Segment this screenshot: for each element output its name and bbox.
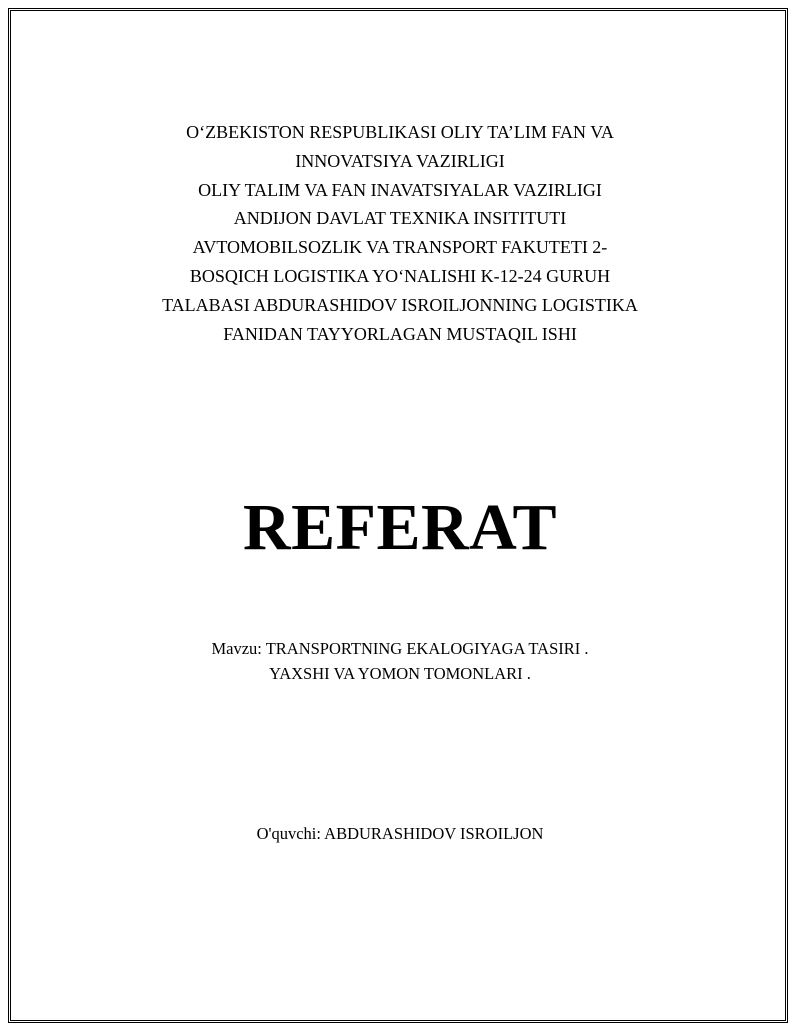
student-label: O'quvchi:: [256, 824, 321, 843]
header-line: OLIY TALIM VA FAN INAVATSIYALAR VAZIRLIGI: [198, 179, 602, 200]
header-line: BOSQICH LOGISTIKA YO‘NALISHI K-12-24 GURUH: [189, 265, 611, 286]
document-title: REFERAT: [243, 491, 557, 564]
topic-label: Mavzu:: [211, 639, 262, 658]
header-line: O‘ZBEKISTON RESPUBLIKASI OLIY TA’LIM FAN VA: [186, 122, 614, 142]
header-line: FANIDAN TAYYORLAGAN MUSTAQIL ISHI: [223, 323, 577, 344]
topic-text-2: YAXSHI VA YOMON TOMONLARI .: [269, 664, 531, 683]
student-line: [0, 821, 800, 846]
topic-block: [0, 636, 800, 686]
header-line: TALABASI ABDURASHIDOV ISROILJONNING LOGISTIKA: [162, 294, 638, 315]
student-name: ABDURASHIDOV ISROILJON: [324, 824, 544, 843]
header-line: AVTOMOBILSOZLIK VA TRANSPORT FAKUTETI 2-: [192, 237, 608, 258]
header-line: INNOVATSIYA VAZIRLIGI: [295, 150, 505, 171]
topic-text-1: TRANSPORTNING EKALOGIYAGA TASIRI .: [265, 639, 589, 658]
header-line: ANDIJON DAVLAT TEXNIKA INSITITUTI: [233, 208, 567, 229]
institution-header: [0, 118, 800, 348]
topic-line-1: [0, 636, 800, 661]
